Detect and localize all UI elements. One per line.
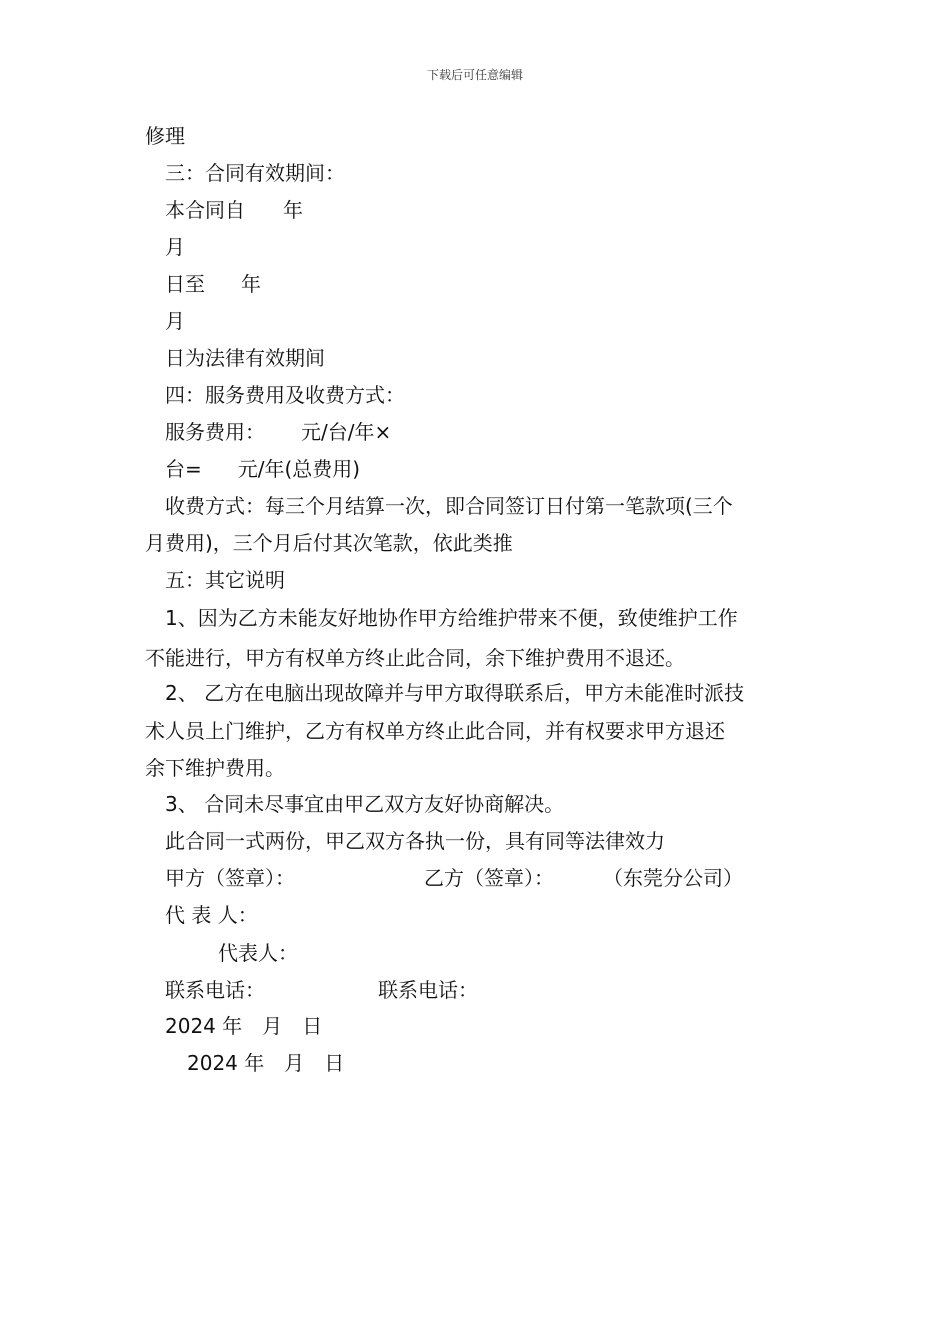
section-heading-other: 五：其它说明 bbox=[165, 568, 285, 592]
phone-label: 联系电话： bbox=[165, 978, 265, 1002]
text-segment: 2024 年 bbox=[165, 1014, 243, 1038]
representative-label: 代表人： bbox=[218, 941, 298, 965]
party-b-signature-label: 乙方（签章）： bbox=[424, 866, 554, 890]
date-line bbox=[165, 1013, 322, 1039]
text-line: 3、 合同未尽事宜由甲乙双方友好协商解决。 bbox=[165, 792, 565, 816]
text-segment: 服务费用： bbox=[165, 420, 265, 444]
text-line: 术人员上门维护，乙方有权单方终止此合同，并有权要求甲方退还 bbox=[145, 719, 725, 743]
text-line: 月费用)，三个月后付其次笔款，依此类推 bbox=[145, 531, 513, 555]
text-segment: 台= bbox=[165, 457, 202, 481]
text-segment: 2024 年 bbox=[187, 1051, 265, 1075]
representative-label: 代 表 人： bbox=[165, 903, 258, 927]
branch-label: （东莞分公司） bbox=[603, 866, 743, 890]
page-header: 下载后可任意编辑 bbox=[426, 68, 523, 82]
text-segment: 元/台/年× bbox=[301, 420, 392, 444]
phone-label: 联系电话： bbox=[378, 978, 478, 1002]
text-segment: 年 bbox=[241, 272, 261, 296]
party-a-signature-label: 甲方（签章）： bbox=[165, 866, 295, 890]
text-segment: 日至 bbox=[165, 272, 205, 296]
text-segment: 日 bbox=[302, 1014, 323, 1038]
date-line bbox=[187, 1050, 344, 1076]
text-segment: 年 bbox=[283, 198, 303, 222]
section-heading-fees: 四：服务费用及收费方式： bbox=[165, 383, 405, 407]
text-line: 修理 bbox=[145, 124, 185, 148]
text-line bbox=[165, 271, 261, 297]
text-line: 月 bbox=[165, 235, 185, 259]
text-line bbox=[165, 419, 391, 445]
text-segment: 本合同自 bbox=[165, 198, 245, 222]
text-line: 月 bbox=[165, 309, 185, 333]
text-line: 2、 乙方在电脑出现故障并与甲方取得联系后，甲方未能准时派技 bbox=[165, 681, 745, 705]
text-segment: 日 bbox=[324, 1051, 345, 1075]
text-line bbox=[165, 456, 360, 482]
text-segment: 元/年(总费用) bbox=[237, 457, 361, 481]
section-heading-validity: 三：合同有效期间： bbox=[165, 161, 345, 185]
text-line bbox=[165, 197, 303, 223]
text-segment: 月 bbox=[262, 1014, 283, 1038]
text-line: 收费方式：每三个月结算一次，即合同签订日付第一笔款项(三个 bbox=[165, 494, 733, 518]
text-line: 余下维护费用。 bbox=[145, 756, 285, 780]
signature-line bbox=[424, 865, 554, 891]
text-segment: 月 bbox=[284, 1051, 305, 1075]
text-line: 1、因为乙方未能友好地协作甲方给维护带来不便，致使维护工作 bbox=[165, 606, 738, 630]
text-line: 日为法律有效期间 bbox=[165, 346, 325, 370]
signature-line bbox=[165, 865, 295, 891]
text-line: 此合同一式两份，甲乙双方各执一份，具有同等法律效力 bbox=[165, 829, 665, 853]
text-line: 不能进行，甲方有权单方终止此合同，余下维护费用不退还。 bbox=[145, 646, 685, 670]
